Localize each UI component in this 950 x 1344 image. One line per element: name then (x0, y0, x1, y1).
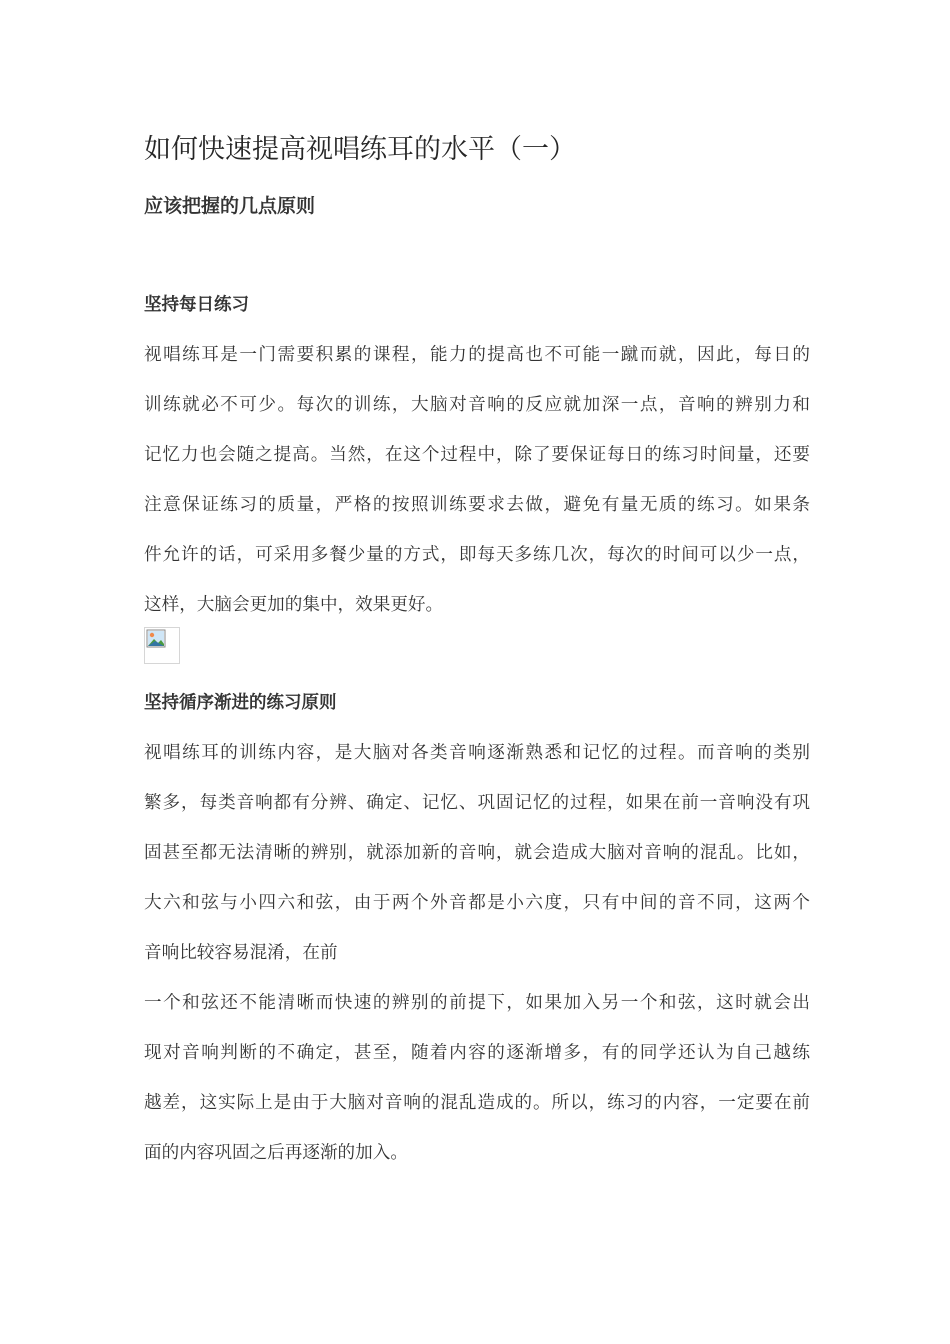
paragraph-line: 件允许的话，可采用多餐少量的方式，即每天多练几次，每次的时间可以少一点， (144, 545, 810, 565)
paragraph-line: 注意保证练习的质量，严格的按照训练要求去做，避免有量无质的练习。如果条 (144, 495, 810, 515)
paragraph-line: 训练就必不可少。每次的训练，大脑对音响的反应就加深一点，音响的辨别力和 (144, 395, 810, 415)
paragraph-line: 视唱练耳的训练内容，是大脑对各类音响逐渐熟悉和记忆的过程。而音响的类别 (144, 743, 810, 763)
paragraph-line: 大六和弦与小四六和弦，由于两个外音都是小六度，只有中间的音不同，这两个 (144, 893, 810, 913)
document-title: 如何快速提高视唱练耳的水平（一） (144, 134, 576, 165)
paragraph-line: 繁多，每类音响都有分辨、确定、记忆、巩固记忆的过程，如果在前一音响没有巩 (144, 793, 810, 813)
paragraph-line: 现对音响判断的不确定，甚至，随着内容的逐渐增多，有的同学还认为自己越练 (144, 1043, 810, 1063)
paragraph-line: 越差，这实际上是由于大脑对音响的混乱造成的。所以，练习的内容，一定要在前 (144, 1093, 810, 1113)
section-paragraph-daily-practice (144, 330, 810, 630)
paragraph-line: 面的内容巩固之后再逐渐的加入。 (144, 1143, 408, 1163)
document-subtitle: 应该把握的几点原则 (144, 195, 316, 217)
paragraph-line: 这样，大脑会更加的集中，效果更好。 (144, 595, 444, 615)
broken-image-icon (144, 627, 180, 664)
paragraph-line: 音响比较容易混淆，在前 (144, 943, 338, 963)
section-paragraph-gradual-progress (144, 728, 810, 1178)
section-heading-daily-practice: 坚持每日练习 (144, 295, 249, 315)
paragraph-line: 记忆力也会随之提高。当然，在这个过程中，除了要保证每日的练习时间量，还要 (144, 445, 810, 465)
image-picture-icon (146, 629, 166, 649)
section-heading-gradual-progress: 坚持循序渐进的练习原则 (144, 693, 337, 713)
paragraph-line: 一个和弦还不能清晰而快速的辨别的前提下，如果加入另一个和弦，这时就会出 (144, 993, 810, 1013)
paragraph-line: 固甚至都无法清晰的辨别，就添加新的音响，就会造成大脑对音响的混乱。比如， (144, 843, 810, 863)
paragraph-line: 视唱练耳是一门需要积累的课程，能力的提高也不可能一蹴而就，因此，每日的 (144, 345, 810, 365)
